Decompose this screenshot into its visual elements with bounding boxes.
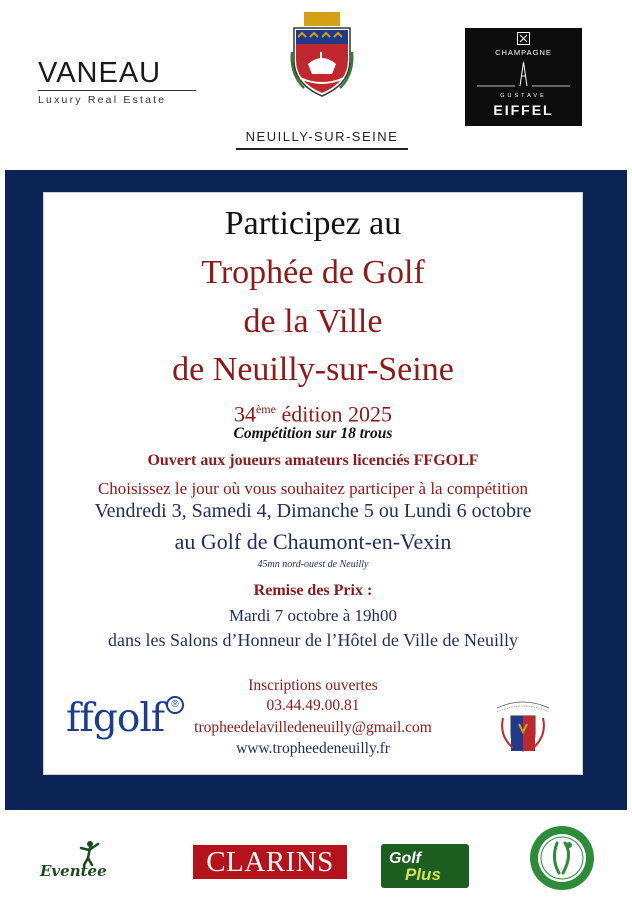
eiffel-emblem-icon xyxy=(517,32,530,45)
choose-day-info: Choisissez le jour où vous souhaitez participer à la compétition xyxy=(97,479,529,498)
eventee-logo xyxy=(36,840,116,884)
contact-email[interactable]: tropheedelavilledeneuilly@gmail.com xyxy=(194,719,432,736)
vaneau-name: VANEAU xyxy=(38,57,162,89)
champagne-eiffel-logo xyxy=(465,28,582,126)
departmental-golf-committee-icon xyxy=(489,694,557,754)
headline-ville: de la Ville xyxy=(243,303,383,340)
website-link[interactable]: www.tropheedeneuilly.fr xyxy=(236,740,390,757)
eventee-wordmark: Eventee xyxy=(40,862,107,880)
neuilly-crest-icon xyxy=(290,12,354,98)
venue-distance: 45mn nord-ouest de Neuilly xyxy=(257,559,369,570)
prizes-date: Mardi 7 octobre à 19h00 xyxy=(228,606,398,625)
ffgolf-logo: ffgolf xyxy=(66,696,165,741)
golf-club-badge-icon xyxy=(529,825,595,891)
competition-info: Compétition sur 18 trous xyxy=(233,425,393,442)
edition-year: édition 2025 xyxy=(275,401,393,427)
headline-participez: Participez au xyxy=(224,205,402,242)
city-underline xyxy=(236,148,408,150)
edition-line xyxy=(43,396,583,427)
eiffel-gustave-label: GUSTAVE xyxy=(500,93,547,99)
clarins-logo: CLARINS xyxy=(193,845,347,879)
golfplus-logo xyxy=(381,844,469,888)
city-name: NEUILLY-SUR-SEINE xyxy=(245,129,399,144)
prizes-title: Remise des Prix : xyxy=(253,582,373,599)
ffgolf-registered-mark: ® xyxy=(166,696,184,714)
vaneau-logo xyxy=(38,58,198,106)
headline-neuilly: de Neuilly-sur-Seine xyxy=(172,351,454,388)
city-label xyxy=(236,129,408,150)
headline-trophee: Trophée de Golf xyxy=(201,254,425,291)
venue-name: au Golf de Chaumont-en-Vexin xyxy=(174,529,452,554)
vaneau-tagline: Luxury Real Estate xyxy=(38,94,167,106)
golfplus-plus: Plus xyxy=(405,865,441,884)
eiffel-champagne-label: CHAMPAGNE xyxy=(495,48,552,57)
eiffel-name: EIFFEL xyxy=(493,102,554,118)
vaneau-divider xyxy=(38,90,196,91)
contact-phone[interactable]: 03.44.49.00.81 xyxy=(266,697,360,714)
edition-superscript: ème xyxy=(255,402,276,416)
edition-number: 34 xyxy=(233,401,256,427)
eiffel-skyline-icon xyxy=(477,62,570,90)
eligibility-info: Ouvert aux joueurs amateurs licenciés FFGOLF xyxy=(147,452,479,469)
competition-dates: Vendredi 3, Samedi 4, Dimanche 5 ou Lundi 6 octobre xyxy=(94,500,532,522)
prizes-place: dans les Salons d’Honneur de l’Hôtel de Ville de Neuilly xyxy=(107,630,518,650)
inscriptions-label: Inscriptions ouvertes xyxy=(248,677,378,694)
golfplus-golf: Golf xyxy=(389,850,421,867)
